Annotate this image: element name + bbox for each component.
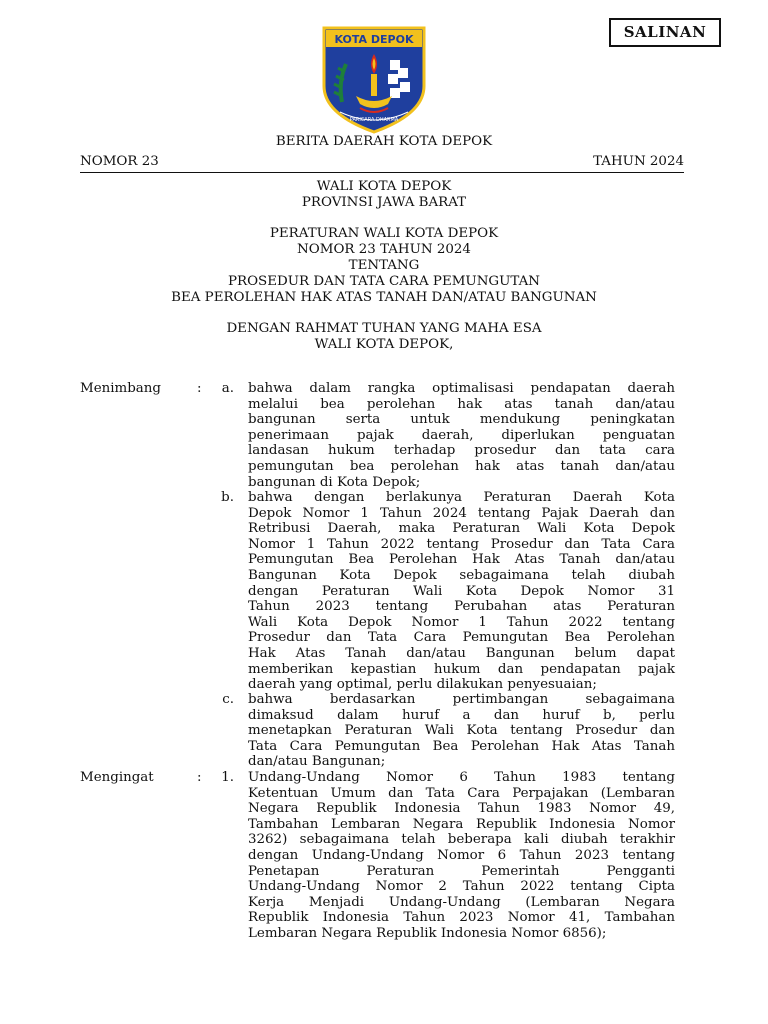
menimbang-item-c <box>248 692 675 770</box>
svg-text:KOTA DEPOK: KOTA DEPOK <box>334 33 414 46</box>
authority-line-2: PROVINSI JAWA BARAT <box>301 195 467 210</box>
menimbang-item-b <box>248 490 675 693</box>
text-line: Bangunan Kota Depok sebagaimana telah diubah <box>248 567 675 583</box>
regulation-title-line-3: TENTANG <box>348 258 420 273</box>
text-line: bahwa berdasarkan pertimbangan sebagaimana <box>248 692 675 707</box>
preamble-line-1: DENGAN RAHMAT TUHAN YANG MAHA ESA <box>226 321 542 336</box>
gazette-year: TAHUN 2024 <box>593 154 684 169</box>
text-line: Depok Nomor 1 Tahun 2024 tentang Pajak Daerah dan <box>248 505 675 521</box>
header-divider <box>80 172 684 173</box>
regulation-title-line-5: BEA PEROLEHAN HAK ATAS TANAH DAN/ATAU BANGUNAN <box>171 290 597 305</box>
text-line: dimaksud dalam huruf a dan huruf b, perlu <box>248 707 675 723</box>
regulation-title-line-2: NOMOR 23 TAHUN 2024 <box>297 242 471 257</box>
text-line: dengan Peraturan Wali Kota Depok Nomor 31 <box>248 583 675 599</box>
text-line: bahwa dengan berlakunya Peraturan Daerah Kota <box>248 490 675 505</box>
regulation-title-line-4: PROSEDUR DAN TATA CARA PEMUNGUTAN <box>227 274 540 289</box>
menimbang-item-marker-a: a. <box>221 381 234 396</box>
menimbang-colon: : <box>197 381 202 396</box>
text-line: pemungutan bea perolehan hak atas tanah dan/atau <box>248 458 675 474</box>
text-line: Lembaran Negara Republik Indonesia Nomor 6856); <box>248 925 607 941</box>
text-line: melalui bea perolehan hak atas tanah dan/atau <box>248 396 675 412</box>
preamble-line-2: WALI KOTA DEPOK, <box>314 337 454 352</box>
text-line: Tata Cara Pemungutan Bea Perolehan Hak Atas Tanah <box>248 738 675 754</box>
text-line: 3262) sebagaimana telah beberapa kali diubah terakhir <box>248 832 675 848</box>
text-line: Tambahan Lembaran Negara Republik Indonesia Nomor <box>248 816 675 832</box>
mengingat-colon: : <box>197 770 202 785</box>
menimbang-item-marker-c: c. <box>222 692 234 707</box>
text-line: bangunan di Kota Depok; <box>248 474 421 490</box>
text-line: Prosedur dan Tata Cara Pemungutan Bea Perolehan <box>248 630 675 646</box>
text-line: Negara Republik Indonesia Tahun 1983 Nomor 49, <box>248 801 675 817</box>
text-line: Nomor 1 Tahun 2022 tentang Prosedur dan Tata Cara <box>248 536 675 552</box>
text-line: Tahun 2023 tentang Perubahan atas Peraturan <box>248 599 675 615</box>
text-line: Retribusi Daerah, maka Peraturan Wali Kota Depok <box>248 521 675 537</box>
mengingat-label: Mengingat <box>80 770 154 785</box>
text-line: bahwa dalam rangka optimalisasi pendapatan daerah <box>248 381 675 396</box>
text-line: penerimaan pajak daerah, diperlukan penguatan <box>248 427 675 443</box>
text-line: Kerja Menjadi Undang-Undang (Lembaran Negara <box>248 894 675 910</box>
text-line: Ketentuan Umum dan Tata Cara Perpajakan (Lembaran <box>248 785 675 801</box>
gazette-number-row <box>80 154 684 170</box>
text-line: Pemungutan Bea Perolehan Hak Atas Tanah dan/atau <box>248 552 675 568</box>
text-line: Hak Atas Tanah dan/atau Bangunan belum dapat <box>248 645 675 661</box>
menimbang-item-a <box>248 381 675 490</box>
text-line: Undang-Undang Nomor 6 Tahun 1983 tentang <box>248 770 675 785</box>
text-line: Undang-Undang Nomor 2 Tahun 2022 tentang Cipta <box>248 879 675 895</box>
text-line: Wali Kota Depok Nomor 1 Tahun 2022 tentang <box>248 614 675 630</box>
authority-line-1: WALI KOTA DEPOK <box>316 179 452 194</box>
menimbang-item-marker-b: b. <box>221 490 234 505</box>
kota-depok-logo <box>320 24 428 134</box>
salinan-stamp: SALINAN <box>609 18 721 47</box>
svg-text:PARICARA DHARMA: PARICARA DHARMA <box>349 117 399 123</box>
text-line: memberikan kepastian hukum dan pendapatan pajak <box>248 661 675 677</box>
text-line: menetapkan Peraturan Wali Kota tentang Prosedur dan <box>248 723 675 739</box>
text-line: bangunan serta untuk mendukung peningkatan <box>248 412 675 428</box>
text-line: daerah yang optimal, perlu dilakukan penyesuaian; <box>248 677 597 693</box>
mengingat-item-1 <box>248 770 675 942</box>
text-line: dengan Undang-Undang Nomor 6 Tahun 2023 tentang <box>248 847 675 863</box>
text-line: dan/atau Bangunan; <box>248 754 386 770</box>
text-line: Republik Indonesia Tahun 2023 Nomor 41, Tambahan <box>248 910 675 926</box>
mengingat-item-marker-1: 1. <box>221 770 234 785</box>
text-line: Penetapan Peraturan Pemerintah Pengganti <box>248 863 675 879</box>
menimbang-label: Menimbang <box>80 381 161 396</box>
gazette-number: NOMOR 23 <box>80 154 159 169</box>
text-line: landasan hukum terhadap prosedur dan tata cara <box>248 443 675 459</box>
gazette-title: BERITA DAERAH KOTA DEPOK <box>275 134 493 149</box>
regulation-title-line-1: PERATURAN WALI KOTA DEPOK <box>269 226 499 241</box>
